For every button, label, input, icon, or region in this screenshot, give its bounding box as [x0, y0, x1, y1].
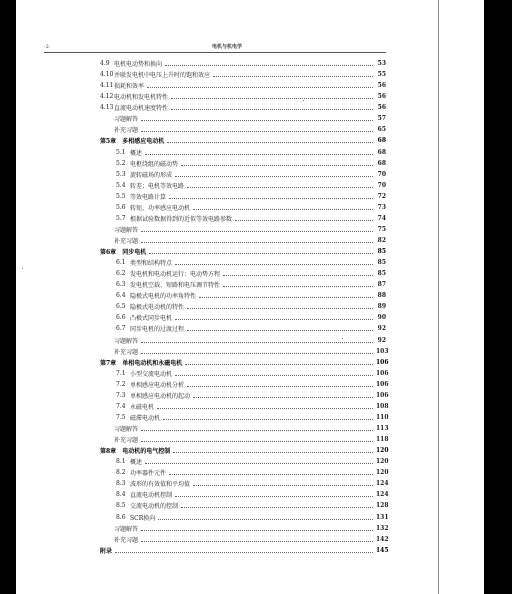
toc-entry-row [116, 401, 389, 412]
toc-entry-row [116, 279, 386, 290]
toc-page-number: 85 [377, 248, 386, 255]
toc-dot-leader [157, 408, 373, 409]
toc-entry-title: SCR换向 [130, 514, 156, 522]
toc-dot-leader [175, 319, 373, 320]
toc-entry-row [116, 323, 386, 334]
toc-entry-title: 等效电路计算 [130, 193, 167, 201]
toc-page-number: 92 [377, 336, 386, 344]
toc-dot-leader [181, 165, 373, 166]
toc-page-number: 85 [377, 259, 386, 267]
toc-entry-row [116, 412, 389, 423]
toc-section-number: 7.4 [116, 402, 126, 410]
toc-entry-title: 旋转磁场的形成 [130, 171, 173, 179]
toc-section-number: 6.3 [116, 281, 126, 289]
toc-page-number: 103 [376, 347, 389, 355]
toc-entry-title: 习题解答 [114, 226, 139, 234]
toc-entry-row [116, 368, 389, 379]
toc-entry-row [116, 379, 389, 390]
toc-entry-row [116, 512, 389, 523]
toc-dot-leader [141, 242, 373, 243]
toc-entry-row [114, 235, 386, 246]
toc-entry-row [116, 169, 386, 180]
toc-entry-title: 隐极式电机的功率角特性 [130, 293, 197, 301]
toc-entry-title: 并联发电机中电压上升时的饱和效应 [114, 72, 211, 80]
toc-entry-row [114, 124, 386, 135]
toc-entry-title: 永磁电机 [130, 403, 155, 411]
toc-page-number: 113 [376, 425, 389, 432]
toc-chapter-row [100, 357, 389, 368]
toc-entry-row [114, 346, 389, 357]
toc-entry-title: 同步电机 [122, 249, 147, 256]
toc-page-number: 85 [377, 270, 386, 278]
toc-chapter-row [100, 135, 386, 146]
toc-section-number: 6.5 [116, 303, 126, 311]
toc-entry-row [114, 113, 386, 124]
toc-dot-leader [193, 397, 373, 398]
scan-speck [22, 268, 23, 269]
toc-entry-row [116, 290, 386, 301]
toc-page-number: 124 [376, 480, 389, 488]
toc-entry-title: 单相感应电动机的起动 [130, 392, 191, 400]
toc-entry-row [116, 147, 386, 158]
toc-section-number: 4.11 [100, 82, 114, 90]
scan-speck [342, 338, 343, 339]
toc-entry-row [116, 456, 389, 467]
toc-dot-leader [193, 209, 373, 210]
toc-page-number: 142 [376, 535, 389, 543]
toc-dot-leader [223, 286, 373, 287]
toc-entry-row [116, 202, 386, 213]
toc-entry-row [116, 213, 386, 224]
toc-entry-title: 小型交流电动机 [130, 370, 173, 378]
toc-section-number: 4.13 [100, 104, 114, 112]
toc-entry-title: 隐极式电动机的特性 [130, 304, 185, 312]
scan-border-right [484, 0, 512, 594]
toc-entry-row [100, 91, 386, 102]
table-of-contents [16, 0, 484, 594]
toc-dot-leader [147, 87, 373, 88]
toc-entry-title: 凸极式同步电机 [130, 315, 173, 323]
toc-appendix-row [100, 545, 389, 556]
toc-dot-leader [149, 253, 373, 254]
toc-page-number: 128 [376, 502, 389, 510]
toc-entry-row [114, 423, 389, 434]
toc-entry-row [114, 335, 386, 346]
toc-entry-title: 交流电动机的控制 [130, 503, 179, 511]
toc-entry-row [116, 180, 386, 191]
toc-entry-title: 补充习题 [114, 536, 139, 544]
toc-entry-row [116, 301, 386, 312]
toc-dot-leader [171, 98, 373, 99]
toc-entry-title: 概述 [130, 149, 143, 157]
toc-section-number: 5.3 [116, 170, 126, 178]
toc-section-number: 6.2 [116, 270, 126, 278]
toc-entry-title: 电枢绕组的磁动势 [130, 160, 179, 168]
toc-page-number: 55 [377, 71, 386, 79]
toc-page-number: 120 [376, 447, 389, 455]
toc-section-number: 8.5 [116, 502, 126, 510]
toc-page-number: 82 [377, 237, 386, 244]
toc-section-number: 4.10 [100, 71, 114, 79]
toc-entry-title: 发电机和电动机运行：电动势方程 [130, 271, 221, 279]
toc-page-number: 57 [377, 115, 386, 123]
toc-page-number: 68 [377, 159, 386, 167]
toc-dot-leader [175, 176, 373, 177]
toc-entry-title: 附录 [100, 547, 113, 555]
toc-section-number: 6.6 [116, 314, 126, 322]
toc-entry-row [116, 312, 386, 323]
toc-dot-leader [141, 353, 373, 354]
toc-entry-row [114, 224, 386, 235]
toc-dot-leader [223, 275, 373, 276]
toc-page-number: 106 [376, 380, 389, 388]
toc-section-number: 5.7 [116, 214, 126, 222]
toc-page-number: 124 [376, 491, 389, 499]
toc-dot-leader [175, 375, 373, 376]
toc-page-number: 106 [376, 358, 389, 366]
toc-dot-leader [213, 76, 373, 77]
toc-entry-row [114, 534, 389, 545]
toc-section-number: 8.3 [116, 480, 126, 488]
toc-page-number: 132 [376, 524, 389, 532]
toc-section-number: 7.5 [116, 413, 126, 421]
toc-section-number: 8.2 [116, 469, 126, 477]
toc-entry-title: 习题解答 [114, 116, 139, 124]
toc-entry-title: 同步电机的过渡过程 [130, 326, 185, 334]
toc-entry-title: 磁滞电动机 [130, 414, 161, 422]
toc-dot-leader [199, 297, 373, 298]
toc-section-number: 6.4 [116, 292, 126, 300]
toc-dot-leader [145, 154, 373, 155]
toc-page-number: 120 [376, 458, 389, 466]
toc-entry-title: 习题解答 [114, 525, 139, 533]
toc-dot-leader [141, 231, 373, 232]
toc-entry-row [100, 80, 386, 91]
toc-entry-row [114, 523, 389, 534]
toc-dot-leader [169, 198, 373, 199]
running-header-title: 电机与机电学 [212, 44, 243, 50]
toc-page-number: 90 [377, 314, 386, 322]
toc-dot-leader [141, 342, 373, 343]
toc-dot-leader [173, 452, 373, 453]
toc-page-number: 70 [377, 170, 386, 178]
toc-page-number: 65 [377, 126, 386, 134]
toc-entry-title: 补充习题 [114, 348, 139, 356]
toc-page-number: 56 [377, 104, 386, 112]
toc-entry-title: 直流电动机控制 [130, 492, 173, 500]
toc-entry-title: 根据试验数据得到的近似等效电路参数 [130, 215, 233, 223]
toc-entry-title: 损耗和效率 [114, 83, 145, 91]
toc-page-number: 108 [376, 402, 389, 410]
toc-dot-leader [165, 65, 373, 66]
toc-page-number: 110 [376, 413, 389, 421]
toc-entry-title: 直流电动机速度特性 [114, 105, 169, 113]
toc-section-number: 7.1 [116, 369, 126, 377]
toc-entry-row [116, 489, 389, 500]
toc-dot-leader [193, 485, 373, 486]
toc-entry-row [114, 434, 389, 445]
toc-dot-leader [141, 430, 373, 431]
toc-dot-leader [141, 441, 373, 442]
toc-entry-title: 电机电动势和换向 [114, 61, 163, 68]
toc-entry-title: 单相电动机和永磁电机 [122, 359, 183, 367]
toc-entry-title: 电动机和发电机特性 [114, 94, 169, 102]
toc-dot-leader [175, 264, 373, 265]
toc-page-number: 118 [376, 436, 389, 443]
toc-entry-title: 转矩、功率感应电动机 [130, 204, 191, 212]
toc-page-number: 56 [377, 93, 386, 101]
toc-entry-title: 类型和结构特点 [130, 260, 173, 268]
toc-entry-title: 波形的有效值和平均值 [130, 481, 191, 489]
toc-entry-title: 概述 [130, 459, 143, 467]
toc-dot-leader [187, 187, 373, 188]
toc-dot-leader [187, 308, 373, 309]
toc-dot-leader [158, 519, 373, 520]
scan-speck [303, 100, 304, 101]
toc-entry-row [116, 268, 386, 279]
toc-chapter-row [100, 246, 386, 257]
toc-entry-row [100, 102, 386, 113]
toc-section-number: 第5章 [100, 138, 117, 146]
toc-page-number: 74 [377, 214, 386, 222]
toc-entry-row [116, 191, 386, 202]
toc-entry-row [116, 500, 389, 511]
toc-section-number: 第7章 [100, 359, 117, 367]
toc-page-number: 87 [377, 281, 386, 289]
toc-section-number: 6.1 [116, 259, 126, 267]
toc-section-number: 5.6 [116, 203, 126, 211]
toc-entry-title: 补充习题 [114, 437, 139, 444]
toc-section-number: 4.12 [100, 93, 114, 101]
toc-page-number: 73 [377, 203, 386, 211]
toc-page-number: 89 [377, 303, 386, 311]
toc-entry-title: 补充习题 [114, 238, 139, 245]
toc-dot-leader [141, 131, 373, 132]
page-number-header: ·2· [44, 44, 51, 50]
toc-page-number: 56 [377, 82, 386, 90]
toc-page-number: 70 [377, 181, 386, 189]
toc-page-number: 88 [377, 292, 386, 300]
toc-entry-row [100, 58, 386, 69]
toc-entry-row [116, 158, 386, 169]
toc-section-number: 7.3 [116, 391, 126, 399]
toc-dot-leader [185, 364, 373, 365]
toc-entry-row [116, 390, 389, 401]
toc-dot-leader [175, 496, 373, 497]
toc-entry-title: 补充习题 [114, 127, 139, 135]
toc-section-number: 5.2 [116, 159, 126, 167]
toc-page-number: 106 [376, 369, 389, 377]
toc-section-number: 5.5 [116, 192, 126, 200]
toc-page-number: 131 [376, 513, 389, 521]
toc-section-number: 4.9 [100, 60, 110, 67]
toc-section-number: 7.2 [116, 380, 126, 388]
toc-dot-leader [141, 530, 373, 531]
toc-dot-leader [187, 330, 373, 331]
toc-entry-title: 发电机空载、短路和电压调节特性 [130, 282, 221, 290]
toc-entry-row [116, 257, 386, 268]
toc-dot-leader [141, 541, 373, 542]
toc-dot-leader [167, 142, 373, 143]
toc-dot-leader [141, 120, 373, 121]
scan-border-left [0, 0, 16, 594]
toc-entry-title: 单相感应电动机分析 [130, 381, 185, 389]
toc-entry-row [116, 467, 389, 478]
toc-entry-title: 习题解答 [114, 337, 139, 345]
toc-dot-leader [187, 386, 373, 387]
toc-entry-row [116, 478, 389, 489]
toc-page-number: 68 [377, 137, 386, 145]
toc-section-number: 5.4 [116, 181, 126, 189]
toc-dot-leader [181, 507, 373, 508]
toc-section-number: 5.1 [116, 148, 126, 156]
toc-section-number: 8.4 [116, 491, 126, 499]
toc-page-number: 75 [377, 225, 386, 233]
toc-section-number: 8.6 [116, 513, 126, 521]
toc-dot-leader [235, 220, 373, 221]
toc-page-number: 120 [376, 469, 389, 477]
toc-page-number: 92 [377, 325, 386, 333]
toc-dot-leader [169, 474, 373, 475]
toc-dot-leader [171, 109, 373, 110]
toc-dot-leader [145, 463, 373, 464]
toc-dot-leader [163, 419, 373, 420]
toc-section-number: 第6章 [100, 249, 117, 256]
toc-dot-leader [115, 552, 373, 553]
toc-page-number: 72 [377, 192, 386, 200]
toc-entry-row [100, 69, 386, 80]
toc-page-number: 145 [376, 546, 389, 554]
toc-entry-title: 电动机的电气控制 [122, 448, 171, 456]
toc-entry-title: 多相感应电动机 [122, 138, 165, 146]
toc-page-number: 68 [377, 148, 386, 156]
toc-section-number: 第8章 [100, 448, 117, 456]
toc-chapter-row [100, 445, 389, 456]
toc-page-number: 106 [376, 391, 389, 399]
toc-entry-title: 转差；电机等效电路 [130, 182, 185, 190]
toc-entry-title: 功率器件元件 [130, 470, 167, 478]
toc-page-number: 53 [377, 60, 386, 67]
toc-entry-title: 习题解答 [114, 426, 139, 433]
toc-section-number: 8.1 [116, 458, 126, 466]
document-page [16, 0, 484, 594]
toc-section-number: 6.7 [116, 325, 126, 333]
